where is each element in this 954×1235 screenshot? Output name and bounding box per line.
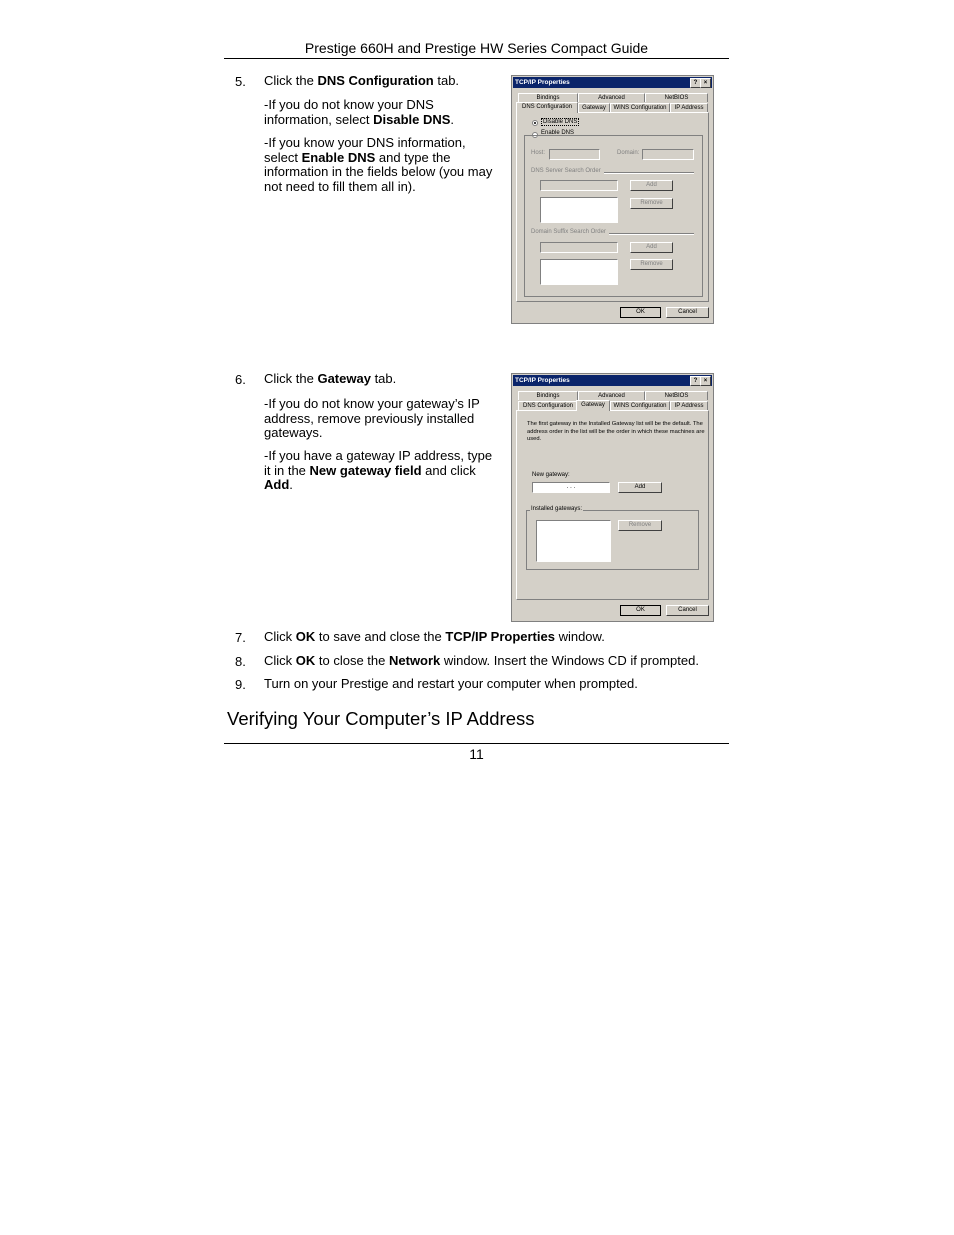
tab-wins-configuration[interactable]: WINS Configuration [610,401,670,410]
step-6-para-2: -If you have a gateway IP address, type it in the New gateway field and click Add. [264,448,493,492]
dns-server-order-label: DNS Server Search Order [531,168,601,174]
dns-dialog-screenshot [511,75,714,324]
step-8-text: Click OK to close the Network window. Insert the Windows CD if prompted. [264,653,699,668]
gateway-dialog-screenshot [511,373,714,622]
page-header-title: Prestige 660H and Prestige HW Series Compact Guide [304,40,649,56]
tab-bindings[interactable]: Bindings [518,93,578,102]
dns-server-ip-field[interactable] [540,180,618,191]
suffix-remove-button[interactable]: Remove [630,259,673,270]
dns-server-add-button[interactable]: Add [630,180,673,191]
disable-dns-radio[interactable] [532,120,538,126]
close-button[interactable]: × [700,376,711,386]
suffix-add-button[interactable]: Add [630,242,673,253]
dialog-title-bar: TCP/IP Properties [513,375,712,386]
gateway-add-button[interactable]: Add [618,482,662,493]
tab-netbios[interactable]: NetBIOS [645,391,708,400]
tab-ip-address[interactable]: IP Address [670,401,708,410]
tab-advanced[interactable]: Advanced [578,391,645,400]
host-label: Host: [531,150,546,156]
dns-server-list[interactable] [540,197,618,223]
suffix-order-separator [609,233,694,235]
step-9-text: Turn on your Prestige and restart your computer when prompted. [264,676,638,691]
new-gateway-field[interactable]: . . . [532,482,610,493]
page-number: 11 [469,746,484,762]
cancel-button[interactable]: Cancel [666,307,709,318]
installed-gateways-list[interactable] [536,520,611,562]
step-5-para-2: -If you know your DNS information, select Enable DNS and type the information in the fields below (you may not need to fill them all in). [264,135,493,194]
new-gateway-label: New gateway: [532,472,570,478]
gateway-info-text: The first gateway in the Installed Gateway list will be the default. The address order in the list will be the order in which these machines are used. [527,421,705,442]
step-6-number: 6. [235,372,246,387]
tab-dns-configuration[interactable]: DNS Configuration [518,401,578,410]
tab-ip-address[interactable]: IP Address [670,103,708,112]
installed-gateways-label: Installed gateways: [531,506,583,512]
footer-rule [224,743,729,744]
domain-label: Domain: [617,150,640,156]
tab-gateway[interactable]: Gateway [578,103,610,112]
tab-bindings[interactable]: Bindings [518,391,578,400]
domain-suffix-list[interactable] [540,259,618,285]
step-7-text: Click OK to save and close the TCP/IP Properties window. [264,629,605,644]
domain-suffix-order-label: Domain Suffix Search Order [531,229,606,235]
cancel-button[interactable]: Cancel [666,605,709,616]
tab-gateway[interactable]: Gateway [576,400,610,411]
step-9-number: 9. [235,677,246,692]
tab-dns-configuration[interactable]: DNS Configuration [516,102,578,113]
close-button[interactable]: × [700,78,711,88]
step-5-text: Click the DNS Configuration tab. [264,73,460,88]
step-5-number: 5. [235,74,246,89]
tab-netbios[interactable]: NetBIOS [645,93,708,102]
step-7-number: 7. [235,630,246,645]
section-heading: Verifying Your Computer’s IP Address [227,708,535,729]
tab-advanced[interactable]: Advanced [578,93,645,102]
step-6-para-1: -If you do not know your gateway’s IP address, remove previously installed gateways. [264,396,480,440]
domain-field[interactable] [642,149,694,160]
dns-server-remove-button[interactable]: Remove [630,198,673,209]
dialog-title-bar: TCP/IP Properties [513,77,712,88]
step-8-number: 8. [235,654,246,669]
domain-suffix-field[interactable] [540,242,618,253]
step-6-text: Click the Gateway tab. [264,371,397,386]
server-order-separator [604,172,694,174]
step-5-para-1: -If you do not know your DNS information, select Disable DNS. [264,97,455,127]
tab-wins-configuration[interactable]: WINS Configuration [610,103,670,112]
help-button[interactable]: ? [690,376,701,386]
help-button[interactable]: ? [690,78,701,88]
host-field[interactable] [549,149,600,160]
ok-button[interactable]: OK [620,605,661,616]
gateway-remove-button[interactable]: Remove [618,520,662,531]
disable-dns-label: Disable DNS [543,119,578,125]
header-rule [224,58,729,59]
enable-dns-label: Enable DNS [541,130,575,136]
ok-button[interactable]: OK [620,307,661,318]
